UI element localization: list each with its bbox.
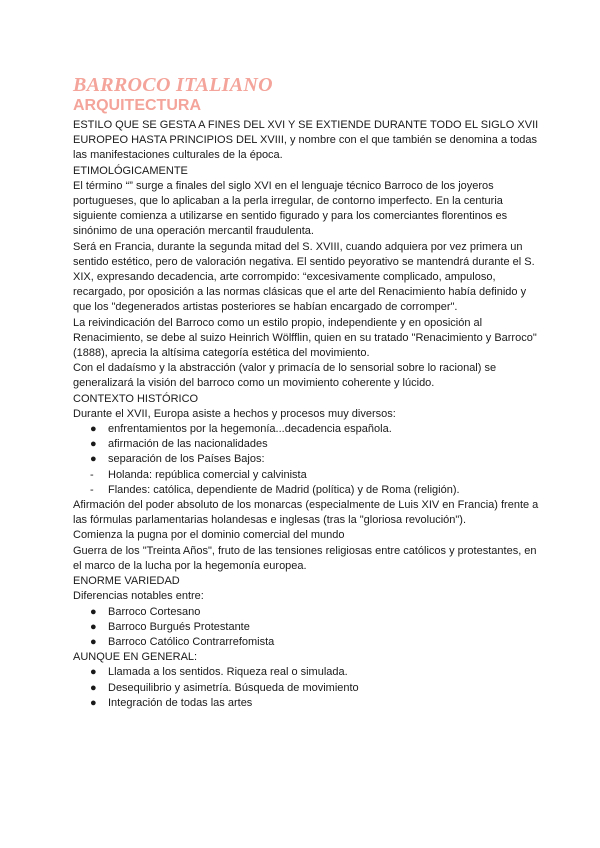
list-item: ● afirmación de las nacionalidades xyxy=(73,437,540,452)
general-bullet-list xyxy=(73,665,540,711)
context-paragraph-4: Guerra de los "Treinta Años", fruto de las tensiones religiosas entre católicos y protestantes, en el marco de la lucha por la hegemonía europea. xyxy=(73,544,537,572)
context-paragraph-2: Afirmación del poder absoluto de los monarcas (especialmente de Luis XIV en Francia) frente a las fórmulas parlamentarias holandesas e inglesas (tras la "gloriosa revolución"). xyxy=(73,499,539,527)
context-paragraph-3: Comienza la pugna por el dominio comercial del mundo xyxy=(73,529,345,542)
document-title: BARROCO ITALIANO xyxy=(73,74,273,96)
list-item: ● separación de los Países Bajos: xyxy=(73,452,540,467)
etymology-paragraph-1: El término “” surge a finales del siglo XVI en el lenguaje técnico Barroco de los joyeros portugueses, que lo aplicaban a la perla irregular, de contorno imperfecto. En la centuria siguiente comienza a utilizarse en sentido figurado y para los comerciantes florentinos es sinónimo de una operación mercantil fraudulenta. xyxy=(73,179,508,238)
context-paragraph-1: Durante el XVII, Europa asiste a hechos y procesos muy diversos: xyxy=(73,407,396,420)
dash-icon: - xyxy=(90,483,94,496)
dash-icon: - xyxy=(90,468,94,481)
list-item: - Holanda: república comercial y calvinista xyxy=(73,468,540,483)
bullet-icon: ● xyxy=(90,453,97,466)
variety-paragraph: Diferencias notables entre: xyxy=(73,590,204,603)
section-subtitle: ARQUITECTURA xyxy=(73,97,201,114)
context-dash-list xyxy=(73,468,540,498)
list-item: ● Barroco Cortesano xyxy=(73,605,540,620)
list-item: ● Barroco Católico Contrarrefomista xyxy=(73,635,540,650)
list-item: ● enfrentamientos por la hegemonía...decadencia española. xyxy=(73,422,540,437)
intro-paragraph: ESTILO QUE SE GESTA A FINES DEL XVI Y SE EXTIENDE DURANTE TODO EL SIGLO XVII EUROPEO HASTA PRINCIPIOS DEL XVIII, y nombre con el que también se denomina a todas las manifestaciones culturales de la época. xyxy=(73,119,539,162)
list-item: ● Llamada a los sentidos. Riqueza real o simulada. xyxy=(73,665,540,680)
variety-bullet-list xyxy=(73,605,540,651)
bullet-icon: ● xyxy=(90,681,97,694)
list-item: - Flandes: católica, dependiente de Madrid (política) y de Roma (religión). xyxy=(73,483,540,498)
bullet-icon: ● xyxy=(90,605,97,618)
heading-enorme-variedad: ENORME VARIEDAD xyxy=(73,575,180,588)
bullet-icon: ● xyxy=(90,696,97,709)
bullet-icon: ● xyxy=(90,438,97,451)
bullet-icon: ● xyxy=(90,620,97,633)
etymology-paragraph-2: Será en Francia, durante la segunda mitad del S. XVIII, cuando adquiera por vez primera un sentido estético, pero de valoración negativa. El sentido peyorativo se mantendrá durante el S. XIX, expresando decadencia, arte corrompido: “excesivamente complicado, ampuloso, recargado, por oposición a las normas clásicas que el arte del Renacimiento había definido y que los "degenerados artistas posteriores se habían encargado de corromper". xyxy=(73,240,535,314)
heading-etimologicamente: ETIMOLÓGICAMENTE xyxy=(73,164,188,177)
heading-aunque-en-general: AUNQUE EN GENERAL: xyxy=(73,651,198,664)
etymology-paragraph-4: Con el dadaísmo y la abstracción (valor y primacía de lo sensorial sobre lo racional) se generalizará la visión del barroco como un movimiento coherente y lúcido. xyxy=(73,362,497,390)
heading-contexto-historico: CONTEXTO HISTÓRICO xyxy=(73,392,199,405)
bullet-icon: ● xyxy=(90,666,97,679)
list-item: ● Barroco Burgués Protestante xyxy=(73,620,540,635)
list-item: ● Desequilibrio y asimetría. Búsqueda de movimiento xyxy=(73,681,540,696)
bullet-icon: ● xyxy=(90,423,97,436)
bullet-icon: ● xyxy=(90,635,97,648)
context-bullet-list xyxy=(73,422,540,468)
etymology-paragraph-3: La reivindicación del Barroco como un estilo propio, independiente y en oposición al Renacimiento, se debe al suizo Heinrich Wölfflin, quien en su tratado "Renacimiento y Barroco" (1888), aprecia la altísima categoría estética del movimiento. xyxy=(73,316,537,360)
list-item: ● Integración de todas las artes xyxy=(73,696,540,711)
